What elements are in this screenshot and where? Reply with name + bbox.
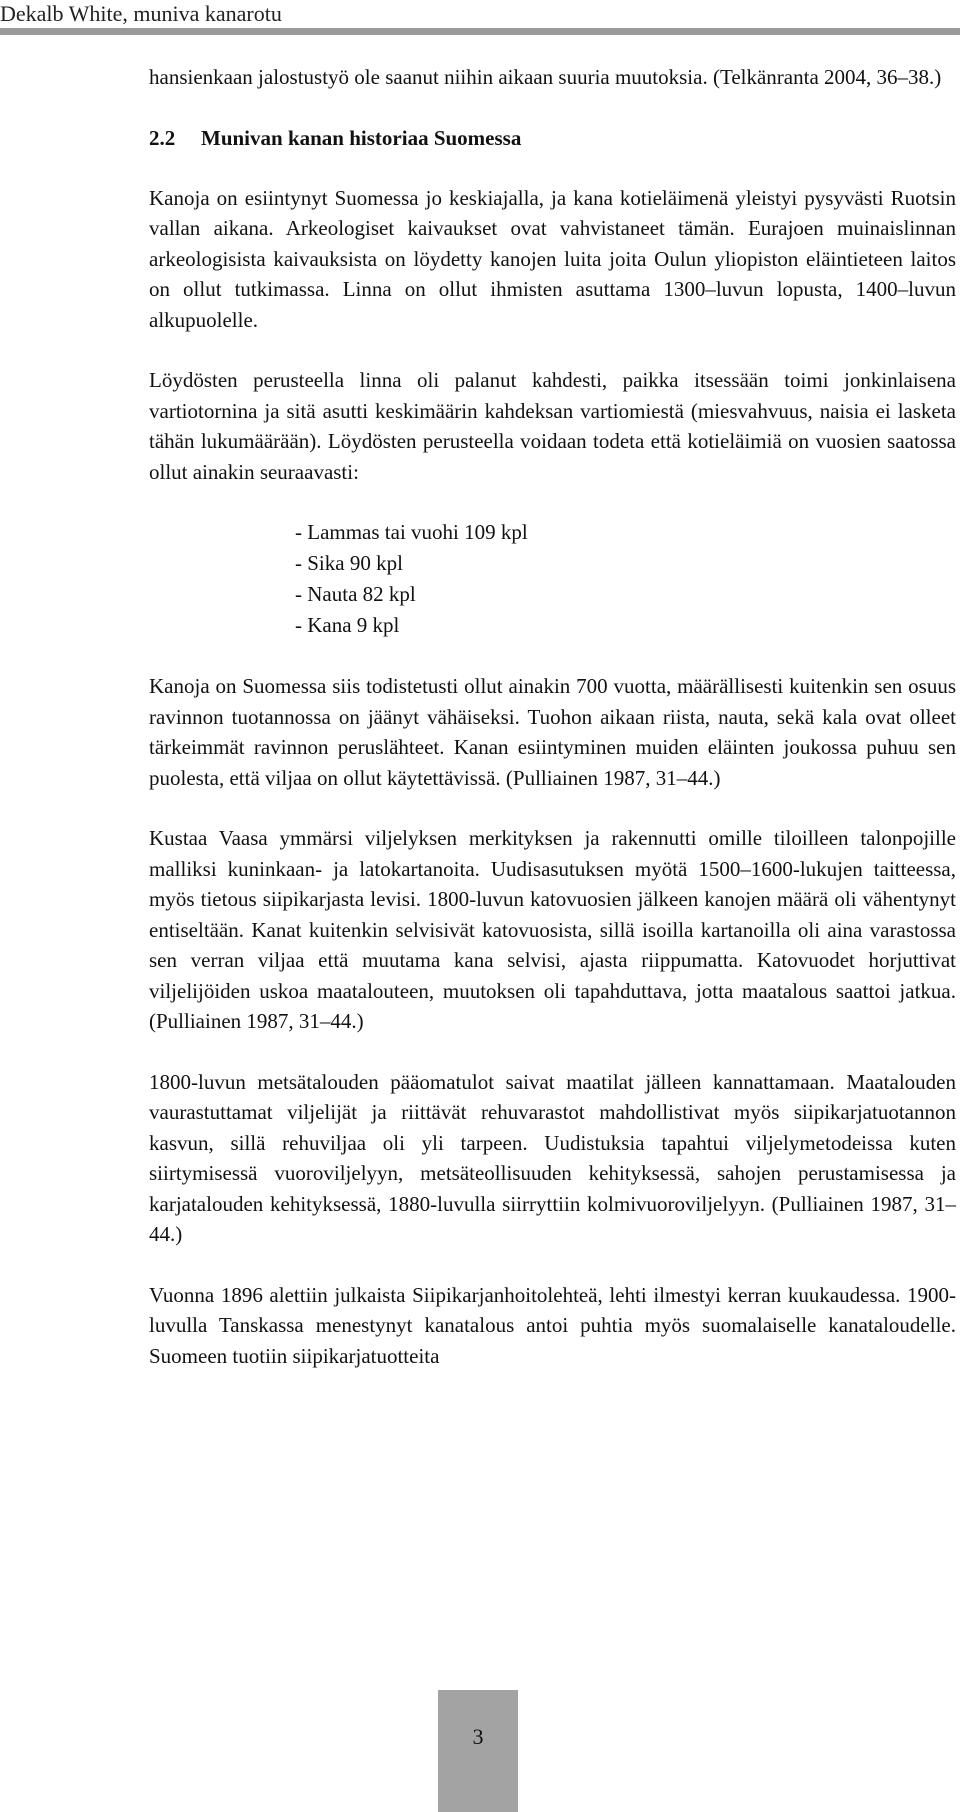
paragraph-spacer	[149, 335, 956, 365]
list-item: - Kana 9 kpl	[295, 613, 400, 637]
intro-paragraph: hansienkaan jalostustyö ole saanut niihin aikaan suuria muutoksia. (Telkänranta 2004, 36–38.)	[149, 65, 942, 89]
page-number-box	[438, 1690, 518, 1812]
document-title: Dekalb White, muniva kanarotu	[0, 1, 282, 26]
list-item: - Lammas tai vuohi 109 kpl	[295, 520, 528, 544]
paragraph-spacer	[149, 487, 956, 517]
paragraph-spacer	[149, 93, 956, 123]
page-body	[149, 62, 956, 1371]
section-title: Munivan kanan historiaa Suomessa	[201, 125, 522, 150]
section-number: 2.2	[149, 125, 176, 150]
list-item: - Nauta 82 kpl	[295, 582, 416, 606]
page-header	[0, 0, 960, 32]
paragraph-spacer	[149, 1037, 956, 1067]
body-paragraph: Kustaa Vaasa ymmärsi viljelyksen merkityksen ja rakennutti omille tiloilleen talonpojille malliksi kuninkaan- ja latokartanoita. Uudisasutuksen myötä 1500–1600-lukujen taitteessa, myös tietous siipikarjasta levisi. 1800-luvun katovuosien jälkeen kanojen määrä oli vähentynyt entiseltään. Kanat kuitenkin selvisivät katovuosista, sillä isoilla kartanoilla oli aina varastossa sen verran viljaa että muutama kana selvisi, ajasta riippumatta. Katovuodet horjuttivat viljelijöiden uskoa maatalouteen, muutoksen oli tapahduttava, jotta maatalous saattoi jatkua. (Pulliainen 1987, 31–44.)	[149, 826, 956, 1033]
body-paragraph: 1800-luvun metsätalouden pääomatulot saivat maatilat jälleen kannattamaan. Maatalouden vaurastuttamat viljelijät ja riittävät rehuvarastot mahdollistivat myös siipikarjatuotannon kasvun, sillä rehuviljaa oli yli tarpeen. Uudistuksia tapahtui viljelymetodeissa kuten siirtymisessä vuoroviljelyyn, metsäteollisuuden kehityksessä, sahojen perustamisessa ja karjatalouden kehityksessä, 1880-luvulla siirryttiin kolmivuoroviljelyyn. (Pulliainen 1987, 31–44.)	[149, 1069, 956, 1246]
paragraph-spacer	[149, 793, 956, 823]
body-paragraph: Vuonna 1896 alettiin julkaista Siipikarjanhoitolehteä, lehti ilmestyi kerran kuukaudessa. 1900-luvulla Tanskassa menestynyt kanatalous antoi puhtia myös suomalaiselle kanataloudelle. Suomeen tuotiin siipikarjatuotteita	[149, 1282, 956, 1368]
paragraph-spacer	[149, 1250, 956, 1280]
paragraph-spacer	[149, 641, 956, 671]
animal-list	[149, 517, 956, 641]
page-number: 3	[472, 1724, 484, 1749]
body-paragraph: Kanoja on Suomessa siis todistetusti ollut ainakin 700 vuotta, määrällisesti kuitenkin sen osuus ravinnon tuotannossa on jäänyt vähäiseksi. Tuohon aikaan riista, nauta, sekä kala ovat olleet tärkeimmät ravinnon peruslähteet. Kanan esiintyminen muiden eläinten joukossa puhuu sen puolesta, että viljaa on ollut käytettävissä. (Pulliainen 1987, 31–44.)	[149, 674, 956, 790]
list-item: - Sika 90 kpl	[295, 551, 403, 575]
section-heading	[149, 123, 956, 153]
body-paragraph: Kanoja on esiintynyt Suomessa jo keskiajalla, ja kana kotieläimenä yleistyi pysyvästi Ruotsin vallan aikana. Arkeologiset kaivaukset ovat vahvistaneet tämän. Eurajoen muinaislinnan arkeologisista kaivauksista on löydetty kanojen luita joita Oulun yliopiston eläintieteen laitos on ollut tutkimassa. Linna on ollut ihmisten asuttama 1300–luvun lopusta, 1400–luvun alkupuolelle.	[149, 185, 956, 332]
paragraph-spacer	[149, 153, 956, 183]
body-paragraph: Löydösten perusteella linna oli palanut kahdesti, paikka itsessään toimi jonkinlaisena vartiotornina ja sitä asutti keskimäärin kahdeksan vartiomiestä (miesvahvuus, naisia ei lasketa tähän lukumäärään). Löydösten perusteella voidaan todeta että kotieläimiä on vuosien saatossa ollut ainakin seuraavasti:	[149, 368, 956, 484]
header-divider	[0, 28, 960, 35]
